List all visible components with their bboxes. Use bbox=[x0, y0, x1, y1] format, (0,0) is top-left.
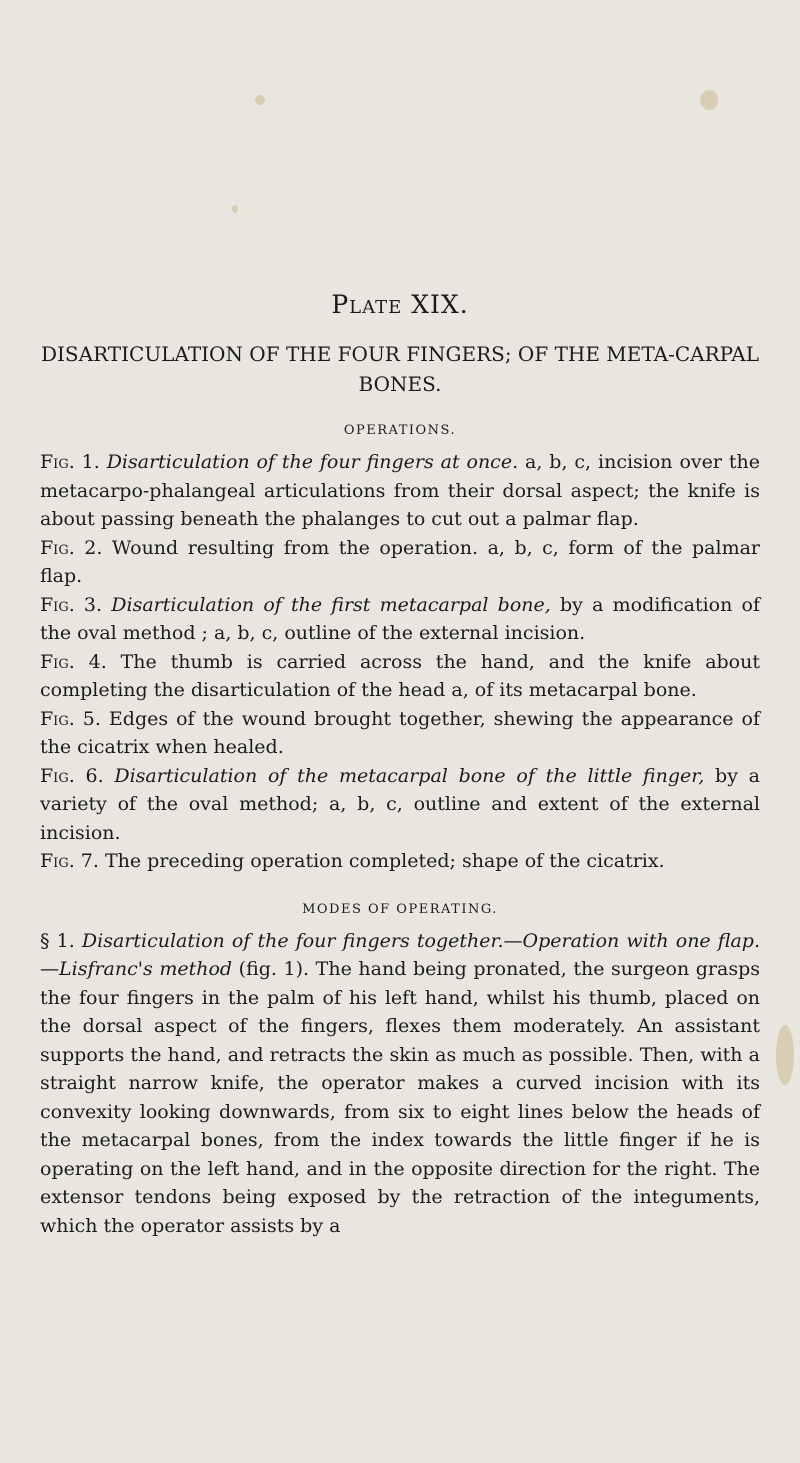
figure-label: Fig. 1. bbox=[40, 451, 100, 473]
section-text: (fig. 1). The hand being pronated, the surgeon grasps the four fingers in the palm of his left hand, whilst his thumb, placed on the dorsal aspect of the fingers, flexes them moderately. An assistant supports the hand, and retracts the skin as much as possible. Then, with a straight narrow knife, the operator makes a curved incision with its convexity looking downwards, from six to eight lines below the heads of the metacarpal bones, from the index towards the little finger if he is operating on the left hand, and in the opposite direction for the right. The extensor tendons being exposed by the retraction of the integuments, which the operator assists by a bbox=[40, 958, 760, 1237]
figure-text: Wound resulting from the operation. a, b, c, form of the palmar flap. bbox=[40, 536, 760, 587]
plate-title: Plate XIX. bbox=[331, 290, 469, 319]
main-title: DISARTICULATION OF THE FOUR FINGERS; OF THE META-CARPAL BONES. bbox=[41, 342, 759, 396]
figure-label: Fig. 3. bbox=[40, 593, 103, 616]
figure-text: by a modification of the oval method ; a, b, c, outline of the external incision. bbox=[40, 593, 760, 644]
figure-label: Fig. 6. bbox=[40, 764, 104, 787]
figure-text: Edges of the wound brought together, shewing the appearance of the cicatrix when healed. bbox=[40, 707, 760, 758]
section-paragraph bbox=[40, 927, 760, 1241]
figure-label: Fig. 7. bbox=[40, 850, 99, 872]
page-content bbox=[40, 290, 760, 1240]
section-italic-title: Disarticulation of the four fingers together.—Operation with one flap.—Lisfranc's method bbox=[40, 929, 760, 980]
paper-speck bbox=[232, 205, 238, 213]
figure-italic-title: Disarticulation of the first metacarpal bone, bbox=[111, 593, 551, 616]
modes-heading: MODES OF OPERATING. bbox=[302, 901, 498, 917]
figure-label: Fig. 5. bbox=[40, 707, 101, 730]
paper-speck bbox=[700, 90, 718, 110]
figure-text: a, b, c, incision over the metacarpo-phalangeal articulations from their dorsal aspect; the knife is about passing beneath the phalanges to cut out a palmar flap. bbox=[40, 451, 760, 530]
figure-paragraph bbox=[40, 705, 760, 762]
figure-text: The thumb is carried across the hand, and the knife about completing the disarticulation of the head a, of its metacarpal bone. bbox=[40, 650, 760, 701]
figure-text: by a variety of the oval method; a, b, c, outline and extent of the external incision. bbox=[40, 764, 761, 844]
figure-paragraph bbox=[40, 591, 760, 648]
figure-paragraph bbox=[40, 648, 760, 705]
section-label: § 1. bbox=[40, 929, 75, 952]
figure-paragraph bbox=[40, 762, 760, 848]
figure-paragraph bbox=[40, 448, 760, 534]
paper-speck bbox=[255, 95, 265, 105]
paper-speck bbox=[776, 1025, 794, 1085]
figure-label: Fig. 4. bbox=[40, 650, 107, 673]
figure-list bbox=[40, 448, 760, 876]
figure-italic-title: Disarticulation of the four fingers at once. bbox=[106, 451, 519, 473]
figure-label: Fig. 2. bbox=[40, 536, 103, 559]
figure-text: The preceding operation completed; shape of the cicatrix. bbox=[104, 850, 665, 872]
figure-paragraph bbox=[40, 534, 760, 591]
operations-heading: OPERATIONS. bbox=[343, 423, 457, 438]
figure-paragraph bbox=[40, 847, 760, 876]
figure-italic-title: Disarticulation of the metacarpal bone of the little finger, bbox=[114, 764, 705, 787]
